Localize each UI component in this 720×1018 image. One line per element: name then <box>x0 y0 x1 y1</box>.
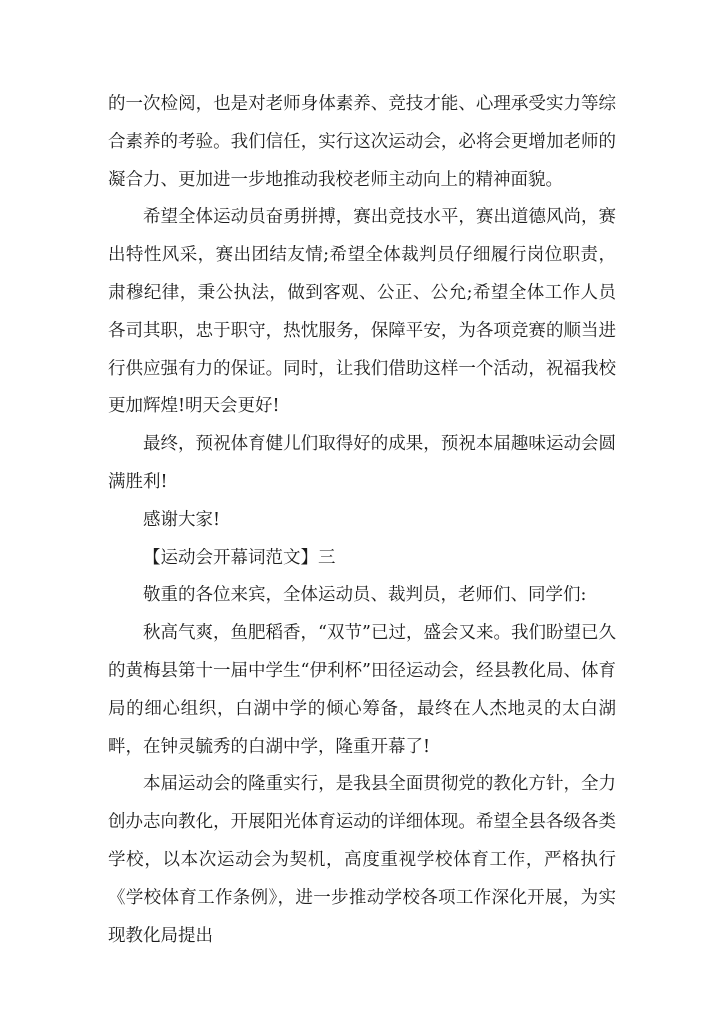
document-body <box>108 86 616 955</box>
paragraph-continuation: 的一次检阅，也是对老师身体素养、竞技才能、心理承受实力等综合素养的考验。我们信任，实行这次运动会，必将会更增加老师的凝合力、更加进一步地推动我校老师主动向上的精神面貌。 <box>108 94 616 190</box>
section-heading: 【运动会开幕词范文】三 <box>143 547 336 568</box>
paragraph-wishes: 最终，预祝体育健儿们取得好的成果，预祝本届趣味运动会圆满胜利! <box>108 434 616 492</box>
paragraph-significance: 本届运动会的隆重实行，是我县全面贯彻党的教化方针，全力创办志向教化，开展阳光体育运动的详细体现。希望全县各级各类学校，以本次运动会为契机，高度重视学校体育工作，严格执行《学校体育工作条例》，进一步推动学校各项工作深化开展，为实现教化局提出 <box>108 774 616 946</box>
paragraph-salutation: 敬重的各位来宾，全体运动员、裁判员，老师们、同学们: <box>143 585 587 606</box>
paragraph-opening: 秋高气爽，鱼肥稻香，“双节”已过，盛会又来。我们盼望已久的黄梅县第十一届中学生“伊利杯”田径运动会，经县教化局、体育局的细心组织，白湖中学的倾心筹备，最终在人杰地灵的太白湖畔，在钟灵毓秀的白湖中学，隆重开幕了! <box>108 623 616 757</box>
paragraph-thanks: 感谢大家! <box>143 509 221 530</box>
paragraph-hopes: 希望全体运动员奋勇拼搏，赛出竞技水平，赛出道德风尚，赛出特性风采，赛出团结友情;希望全体裁判员仔细履行岗位职责，肃穆纪律，秉公执法，做到客观、公正、公允;希望全体工作人员各司其职，忠于职守，热忱服务，保障平安，为各项竞赛的顺当进行供应强有力的保证。同时，让我们借助这样一个活动，祝福我校更加辉煌!明天会更好! <box>108 207 616 417</box>
